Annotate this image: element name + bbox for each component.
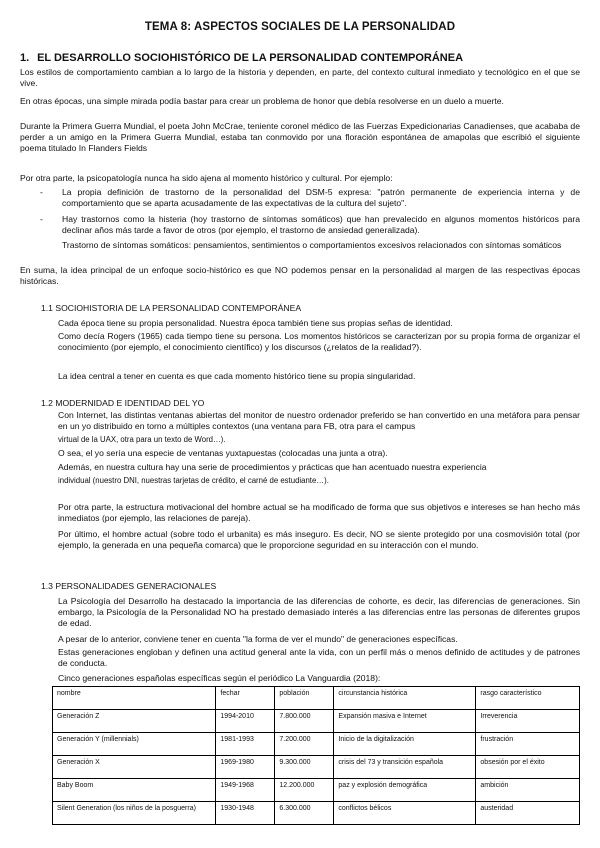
section-1-1-paragraph: La idea central a tener en cuenta es que cada momento histórico tiene su propia singularidad.	[58, 371, 416, 381]
section-1-paragraph: En suma, la idea principal de un enfoque socio-histórico es que NO podemos pensar en la personalidad al margen de las respectivas épocas históricas.	[20, 265, 580, 287]
table-row	[53, 710, 580, 733]
section-1-2-heading: 1.2 MODERNIDAD E IDENTIDAD DEL YO	[41, 398, 205, 408]
section-1-2-paragraph: O sea, el yo sería una especie de ventanas yuxtapuestas (colocadas una junta a otra).	[58, 448, 388, 458]
table-cell: austeridad	[476, 802, 580, 825]
generations-table	[52, 686, 580, 825]
table-cell: Silent Generation (los niños de la posguerra)	[53, 802, 216, 825]
table-cell: 1930-1948	[216, 802, 275, 825]
table-cell: 7.200.000	[275, 733, 334, 756]
bullet-marker: -	[40, 214, 43, 224]
table-header-cell: nombre	[53, 687, 216, 710]
table-cell: 1949-1968	[216, 779, 275, 802]
table-cell: 1981-1993	[216, 733, 275, 756]
section-1-1-heading: 1.1 SOCIOHISTORIA DE LA PERSONALIDAD CONTEMPORÁNEA	[41, 303, 302, 313]
table-cell: Baby Boom	[53, 779, 216, 802]
table-cell: Generación Y (millennials)	[53, 733, 216, 756]
table-row	[53, 802, 580, 825]
section-1-3-paragraph: Estas generaciones engloban y definen una actitud general ante la vida, con un perfil más o menos definido de actitudes y de patrones de conducta.	[58, 647, 580, 669]
table-row	[53, 756, 580, 779]
bullet-item: Trastorno de síntomas somáticos: pensamientos, sentimientos o comportamientos excesivos relacionados con síntomas somáticos	[62, 240, 562, 250]
table-header-cell: rasgo característico	[476, 687, 580, 710]
section-1-2-paragraph: virtual de la UAX, otra para un texto de Word…).	[58, 435, 226, 444]
table-cell: conflictos bélicos	[334, 802, 476, 825]
section-1-number: 1.	[20, 52, 30, 64]
section-1-2-paragraph: individual (nuestro DNI, nuestras tarjetas de crédito, el carné de estudiante…).	[58, 476, 329, 485]
table-cell: Generación Z	[53, 710, 216, 733]
table-cell: crisis del 73 y transición española	[334, 756, 476, 779]
table-header-cell: fechar	[216, 687, 275, 710]
table-header-cell: población	[275, 687, 334, 710]
section-1-paragraph: Los estilos de comportamiento cambian a lo largo de la historia y dependen, en parte, del contexto cultural inmediato y tecnológico en el que se vive.	[20, 67, 580, 89]
section-1-heading	[20, 52, 463, 64]
section-1-3-paragraph: Cinco generaciones españolas específicas según el periódico La Vanguardia (2018):	[58, 673, 381, 683]
table-cell: 12.200.000	[275, 779, 334, 802]
section-1-3-paragraph: A pesar de lo anterior, conviene tener en cuenta "la forma de ver el mundo" de generaciones específicas.	[58, 634, 458, 644]
section-1-2-paragraph: Con Internet, las distintas ventanas abiertas del monitor de nuestro ordenador preferido se han convertido en una metáfora para pensar en un yo distribuido en torno a múltiples contextos (una ventana para FB, otra para el campus	[58, 410, 580, 432]
section-1-1-paragraph: Como decía Rogers (1965) cada tiempo tiene su persona. Los momentos históricos se caracterizan por su propia forma de organizar el conocimiento (por ejemplo, el conocimiento científico) y los discursos (¿relatos de la realidad?).	[58, 331, 580, 353]
bullet-marker: -	[40, 187, 43, 197]
bullet-item: La propia definición de trastorno de la personalidad del DSM-5 expresa: "patrón permanente de experiencia interna y de comportamiento que se aparta acusadamente de las expectativas de la cultura del sujeto".	[62, 187, 580, 209]
table-cell: 9.300.000	[275, 756, 334, 779]
table-cell: 7.800.000	[275, 710, 334, 733]
table-row	[53, 779, 580, 802]
section-1-1-paragraph: Cada época tiene su propia personalidad. Nuestra época también tiene sus propias señas de identidad.	[58, 318, 453, 328]
section-1-paragraph: En otras épocas, una simple mirada podía bastar para crear un problema de honor que debía resolverse en un duelo a muerte.	[20, 96, 504, 106]
table-cell: Generación X	[53, 756, 216, 779]
table-cell: frustración	[476, 733, 580, 756]
table-cell: Expansión masiva e Internet	[334, 710, 476, 733]
table-cell: obsesión por el éxito	[476, 756, 580, 779]
bullet-item: Hay trastornos como la histeria (hoy trastorno de síntomas somáticos) que han prevalecido en algunos momentos históricos para declinar años más tarde a favor de otros (por ejemplo, el trastorno de ansiedad generalizada).	[62, 214, 580, 236]
section-1-paragraph: Durante la Primera Guerra Mundial, el poeta John McCrae, teniente coronel médico de las Fuerzas Expedicionarias Canadienses, que acababa de perder a un amigo en la Primera Guerra Mundial, estaba tan conmovido por una floración espontánea de amapolas que escribió el siguiente poema titulado In Flanders Fields	[20, 121, 580, 154]
table-cell: 1969-1980	[216, 756, 275, 779]
section-1-2-paragraph: Además, en nuestra cultura hay una serie de procedimientos y prácticas que han acentuado nuestra experiencia	[58, 462, 487, 472]
section-1-heading-text: EL DESARROLLO SOCIOHISTÓRICO DE LA PERSONALIDAD CONTEMPORÁNEA	[37, 52, 464, 64]
section-1-3-paragraph: La Psicología del Desarrollo ha destacado la importancia de las diferencias de cohorte, es decir, las diferencias de generaciones. Sin embargo, la Psicología de la Personalidad NO ha prestado demasiado interés a las diferencias entre las personas de diferentes grupos de edad.	[58, 596, 580, 629]
section-1-2-paragraph: Por otra parte, la estructura motivacional del hombre actual se ha modificado de forma que sus objetivos e intereses se han hecho más inmediatos (por ejemplo, las relaciones de pareja).	[58, 502, 580, 524]
table-cell: ambición	[476, 779, 580, 802]
section-1-2-paragraph: Por último, el hombre actual (sobre todo el urbanita) es más inseguro. Es decir, NO se siente protegido por una cosmovisión total (por ejemplo, la generada en una pequeña comarca) que le proporcione seguridad en su interacción con el mundo.	[58, 529, 580, 551]
table-row	[53, 733, 580, 756]
table-header-cell: circunstancia histórica	[334, 687, 476, 710]
table-cell: Inicio de la digitalización	[334, 733, 476, 756]
table-cell: paz y explosión demográfica	[334, 779, 476, 802]
table-cell: 1994-2010	[216, 710, 275, 733]
table-cell: Irreverencia	[476, 710, 580, 733]
table-cell: 6.300.000	[275, 802, 334, 825]
table-header-row	[53, 687, 580, 710]
page-title: TEMA 8: ASPECTOS SOCIALES DE LA PERSONALIDAD	[144, 21, 456, 33]
section-1-paragraph: Por otra parte, la psicopatología nunca ha sido ajena al momento histórico y cultural. Por ejemplo:	[20, 173, 393, 183]
section-1-3-heading: 1.3 PERSONALIDADES GENERACIONALES	[41, 581, 217, 591]
